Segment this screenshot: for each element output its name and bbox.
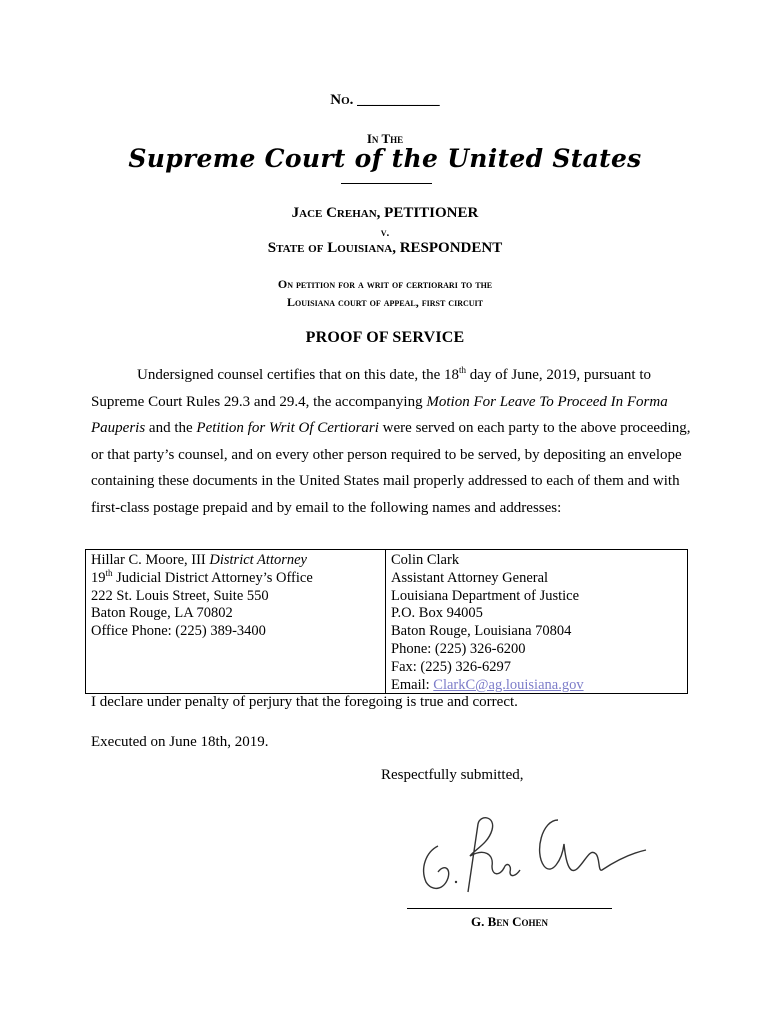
da-office-suffix: th bbox=[105, 567, 113, 578]
handwritten-signature bbox=[418, 806, 650, 896]
da-office-name: Judicial District Attorney’s Office bbox=[112, 569, 313, 586]
certiorari-line-1: On petition for a writ of certiorari to the bbox=[277, 277, 493, 291]
da-title: District Attorney bbox=[209, 552, 307, 568]
signature-line bbox=[407, 908, 612, 909]
da-street: 222 St. Louis Street, Suite 550 bbox=[91, 587, 269, 604]
da-office-line bbox=[91, 567, 380, 588]
para-ordinal-suffix: th bbox=[459, 365, 467, 375]
closing-phrase: Respectfully submitted, bbox=[381, 767, 524, 783]
da-name-line bbox=[91, 552, 380, 570]
certification-paragraph bbox=[91, 362, 691, 521]
para-text-b: day of June, 2019, pursuant to Supreme Court Rules 29.3 and 29.4, the accompanying bbox=[91, 367, 651, 410]
document-heading: PROOF OF SERVICE bbox=[305, 329, 465, 346]
ag-email-line bbox=[391, 677, 682, 695]
ag-po-box: P.O. Box 94005 bbox=[391, 605, 483, 622]
ag-department: Louisiana Department of Justice bbox=[391, 587, 580, 604]
execution-date: Executed on June 18th, 2019. bbox=[91, 734, 269, 750]
certiorari-line-2: Louisiana court of appeal, first circuit bbox=[287, 295, 483, 309]
signer-name: G. Ben Cohen bbox=[471, 914, 548, 929]
motion-title: Motion For Leave To Proceed In Forma Pauperis bbox=[91, 393, 668, 436]
petition-title: Petition for Writ Of Certiorari bbox=[196, 420, 379, 436]
ag-phone: Phone: (225) 326-6200 bbox=[391, 640, 526, 657]
service-cell-attorney-general bbox=[386, 550, 687, 693]
ag-city: Baton Rouge, Louisiana 70804 bbox=[391, 623, 572, 640]
service-list-table bbox=[85, 549, 688, 694]
caption-divider bbox=[341, 183, 432, 184]
respondent-line: State of Louisiana, RESPONDENT bbox=[267, 240, 503, 256]
versus-line: v. bbox=[380, 227, 390, 239]
ag-email-label: Email: bbox=[391, 676, 434, 693]
da-city: Baton Rouge, LA 70802 bbox=[91, 605, 233, 622]
court-name: Supreme Court of the United States bbox=[128, 144, 642, 173]
ag-title: Assistant Attorney General bbox=[391, 569, 549, 586]
da-phone: Office Phone: (225) 389-3400 bbox=[91, 623, 266, 640]
petitioner-line: Jace Crehan, PETITIONER bbox=[291, 205, 479, 221]
ag-email-link[interactable]: ClarkC@ag.louisiana.gov bbox=[433, 676, 584, 693]
docket-number: No. ___________ bbox=[330, 92, 440, 108]
service-cell-district-attorney bbox=[86, 550, 386, 693]
para-text-c: and the bbox=[145, 420, 197, 436]
ag-name: Colin Clark bbox=[391, 552, 460, 568]
da-office-number: 19 bbox=[91, 569, 106, 586]
ag-fax: Fax: (225) 326-6297 bbox=[391, 658, 512, 675]
court-preamble: In The bbox=[366, 131, 404, 146]
perjury-declaration: I declare under penalty of perjury that the foregoing is true and correct. bbox=[91, 694, 518, 710]
da-name: Hillar C. Moore, III bbox=[91, 552, 210, 568]
para-text-d: were served on each party to the above proceeding, or that party’s counsel, and on every other person required to be served, by depositing an envelope containing these documents in the United States mail properly addressed to each of them and with first-class postage prepaid and by email to the following names and addresses: bbox=[91, 420, 691, 516]
para-text-a: Undersigned counsel certifies that on this date, the 18 bbox=[137, 367, 459, 383]
